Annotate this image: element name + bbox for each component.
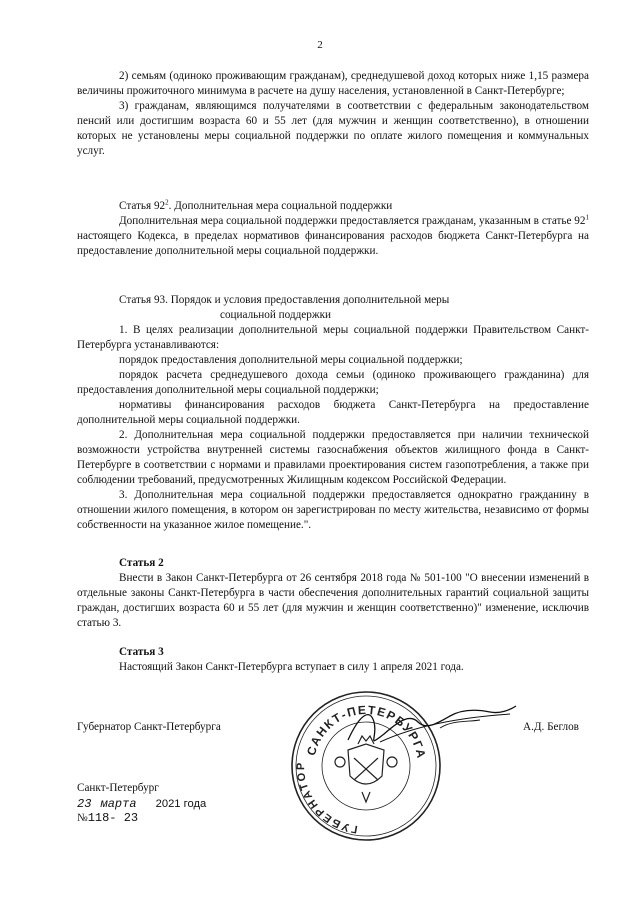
paragraph: нормативы финансирования расходов бюджета Санкт-Петербурга на предоставление дополнительной меры социальной поддержки. [77, 399, 589, 426]
paragraph: порядок предоставления дополнительной меры социальной поддержки; [119, 354, 463, 366]
article-title-line2: социальной поддержки [220, 309, 332, 321]
number-prefix: № [77, 812, 88, 824]
article-2 [77, 556, 589, 631]
date-line [77, 797, 206, 811]
paragraph: 3) гражданам, являющимся получателями в соответствии с федеральным законодательством пенсий или достигшим возраста 60 и 55 лет (для мужчин и женщин соответственно), в отношении которых не установлены меры социальной поддержки по оплате жилого помещения и коммунальных услуг. [77, 100, 589, 157]
paragraph: 2) семьям (одиноко проживающим гражданам), среднедушевой доход которых ниже 1,15 размера величины прожиточного минимума в расчете на душу населения, установленной в Санкт-Петербурге; [77, 70, 589, 97]
paragraph: порядок расчета среднедушевого дохода семьи (одиноко проживающего гражданина) для предоставления дополнительной меры социальной поддержки; [77, 369, 589, 396]
article-heading: Статья 3 [119, 646, 164, 658]
article-93 [77, 293, 589, 533]
paragraph: 2. Дополнительная мера социальной поддержки предоставляется при наличии технической возможности устройства внутренней системы газоснабжения объектов жилищного фонда в Санкт-Петербурге в соответствии с нормами и правилами проектирования систем газопотребления, а также при соблюдении требований, предусмотренных Жилищным кодексом Российской Федерации. [77, 429, 589, 486]
paragraph: 1. В целях реализации дополнительной меры социальной поддержки Правительством Санкт-Петербурга устанавливаются: [77, 324, 589, 351]
governor-name: А.Д. Беглов [523, 721, 579, 733]
list-continuation [77, 69, 589, 159]
handwritten-signature [340, 694, 520, 754]
article-3 [77, 645, 589, 675]
article-title: Статья 93. Порядок и условия предоставления дополнительной меры [119, 294, 450, 306]
date-month: марта [100, 797, 137, 811]
article-heading: Статья 2 [119, 557, 164, 569]
seal-text-top: САНКТ-ПЕТЕРБУРГА [304, 702, 429, 761]
paragraph: 3. Дополнительная мера социальной поддержки предоставляется однократно гражданину в отношении жилого помещения, в котором он зарегистрирован по месту жительства, независимо от формы собственности на указанное жилое помещение.". [77, 489, 589, 531]
article-title: Статья $92^2$. Дополнительная мера социальной поддержки [119, 198, 393, 212]
page-number: 2 [317, 39, 323, 51]
paragraph: Дополнительная мера социальной поддержки предоставляется гражданам, указанным в статье $92^1$ настоящего Кодекса, в пределах нормативов финансирования расходов бюджета Санкт-Петербурга на предоставление дополнительной меры социальной поддержки. [77, 213, 589, 257]
law-number [77, 811, 138, 825]
seal-text-left: ГУБЕРНАТОР [295, 760, 359, 836]
number-value: 118- 23 [87, 811, 139, 825]
paragraph: Настоящий Закон Санкт-Петербурга вступает в силу 1 апреля 2021 года. [119, 661, 464, 673]
governor-title: Губернатор Санкт-Петербурга [77, 721, 221, 733]
date-year: 2021 года [155, 798, 207, 810]
date-day: 23 [77, 797, 92, 811]
paragraph: Внести в Закон Санкт-Петербурга от 26 сентября 2018 года № 501-100 "О внесении изменений в отдельные законы Санкт-Петербурга в части обеспечения дополнительных гарантий социальной защиты граждан, достигших возраста 60 и 55 лет (для мужчин и женщин соответственно)" изменение, исключив статью 3. [77, 572, 589, 629]
article-92-2 [77, 199, 589, 259]
city: Санкт-Петербург [77, 782, 159, 794]
